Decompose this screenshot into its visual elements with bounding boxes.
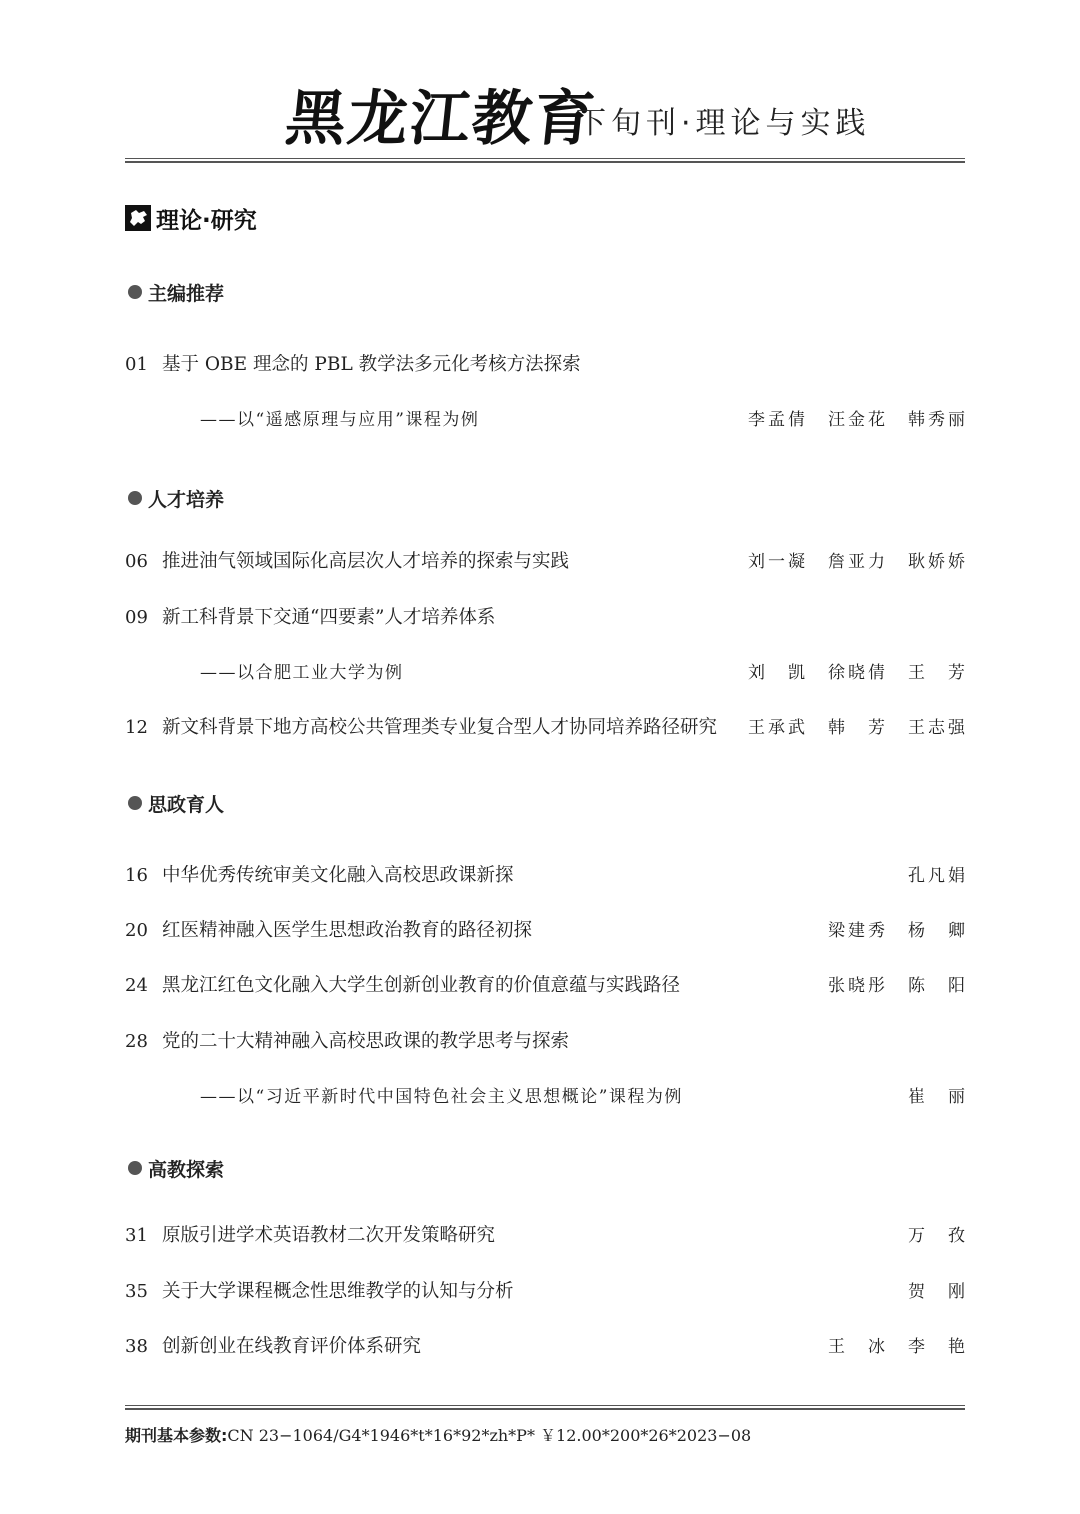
toc-entry[interactable] <box>125 547 968 577</box>
parameters-label: 期刊基本参数: <box>125 1426 228 1445</box>
entry-authors: 梁建秀 杨 卿 <box>828 921 968 941</box>
entry-authors: 刘 凯 徐晓倩 王 芳 <box>748 663 968 683</box>
entry-title[interactable]: 黑龙江红色文化融入大学生创新创业教育的价值意蕴与实践路径 <box>162 975 681 996</box>
entry-authors: 张晓彤 陈 阳 <box>828 976 968 996</box>
entry-authors: 贺 刚 <box>908 1282 968 1302</box>
bullet-icon <box>128 1161 142 1175</box>
category-title: 高教探索 <box>148 1158 225 1181</box>
entry-page: 20 <box>125 920 148 941</box>
entry-page: 12 <box>125 717 148 738</box>
entry-title[interactable]: 关于大学课程概念性思维教学的认知与分析 <box>162 1281 514 1302</box>
bullet-icon <box>128 796 142 810</box>
journal-subtitle: 下旬刊·理论与实践 <box>576 106 871 141</box>
footer-divider <box>125 1405 965 1410</box>
entry-subtitle: ——以合肥工业大学为例 <box>200 663 404 683</box>
category-heading <box>128 484 224 512</box>
entry-page: 16 <box>125 865 148 886</box>
category-heading <box>128 789 224 817</box>
header-divider <box>125 158 965 163</box>
entry-title[interactable]: 党的二十大精神融入高校思政课的教学思考与探索 <box>162 1031 570 1052</box>
category-heading <box>128 278 224 306</box>
toc-entry[interactable] <box>125 713 968 743</box>
entry-title[interactable]: 基于 OBE 理念的 PBL 教学法多元化考核方法探索 <box>162 354 581 375</box>
entry-title[interactable]: 原版引进学术英语教材二次开发策略研究 <box>162 1225 496 1246</box>
entry-title[interactable]: 中华优秀传统审美文化融入高校思政课新探 <box>162 865 514 886</box>
section-heading <box>125 203 257 233</box>
toc-entry[interactable] <box>125 1332 968 1362</box>
entry-authors: 万 孜 <box>908 1226 968 1246</box>
entry-page: 01 <box>125 354 148 375</box>
toc-entry[interactable] <box>125 1221 968 1251</box>
entry-subtitle: ——以“遥感原理与应用”课程为例 <box>200 410 480 430</box>
bullet-icon <box>128 285 142 299</box>
toc-entry[interactable] <box>125 971 968 1001</box>
bullet-icon <box>128 491 142 505</box>
entry-authors: 李孟倩 汪金花 韩秀丽 <box>748 410 968 430</box>
entry-subtitle: ——以“习近平新时代中国特色社会主义思想概论”课程为例 <box>200 1087 683 1107</box>
entry-title[interactable]: 创新创业在线教育评价体系研究 <box>162 1336 422 1357</box>
toc-entry[interactable] <box>125 603 968 633</box>
entry-page: 38 <box>125 1336 148 1357</box>
toc-entry[interactable] <box>125 1277 968 1307</box>
entry-page: 24 <box>125 975 148 996</box>
toc-entry-subline <box>200 405 968 435</box>
entry-title[interactable]: 推进油气领域国际化高层次人才培养的探索与实践 <box>162 551 570 572</box>
entry-title[interactable]: 红医精神融入医学生思想政治教育的路径初探 <box>162 920 533 941</box>
map-icon <box>125 205 151 231</box>
toc-entry-subline <box>200 1082 968 1112</box>
entry-page: 28 <box>125 1031 148 1052</box>
toc-entry[interactable] <box>125 861 968 891</box>
entry-authors: 崔 丽 <box>908 1087 968 1107</box>
section-title: 理论·研究 <box>156 207 257 234</box>
journal-title: 黑龙江教育 <box>282 84 600 154</box>
category-heading <box>128 1154 224 1182</box>
toc-entry-subline <box>200 658 968 688</box>
entry-authors: 孔凡娟 <box>908 866 968 886</box>
entry-authors: 刘一凝 詹亚力 耿娇娇 <box>748 552 968 572</box>
entry-page: 09 <box>125 607 148 628</box>
journal-parameters <box>125 1423 751 1449</box>
entry-page: 06 <box>125 551 148 572</box>
entry-page: 31 <box>125 1225 148 1246</box>
category-title: 人才培养 <box>148 488 225 511</box>
entry-title[interactable]: 新工科背景下交通“四要素”人才培养体系 <box>162 607 496 628</box>
entry-page: 35 <box>125 1281 148 1302</box>
toc-entry[interactable] <box>125 350 968 380</box>
toc-entry[interactable] <box>125 916 968 946</box>
entry-title[interactable]: 新文科背景下地方高校公共管理类专业复合型人才协同培养路径研究 <box>162 717 718 738</box>
entry-authors: 王承武 韩 芳 王志强 <box>748 718 968 738</box>
parameters-value: CN 23−1064/G4*1946*t*16*92*zh*P* ￥12.00*200*26*2023−08 <box>227 1426 752 1445</box>
category-title: 思政育人 <box>148 793 225 816</box>
entry-authors: 王 冰 李 艳 <box>828 1337 968 1357</box>
toc-entry[interactable] <box>125 1027 968 1057</box>
category-title: 主编推荐 <box>148 282 225 305</box>
